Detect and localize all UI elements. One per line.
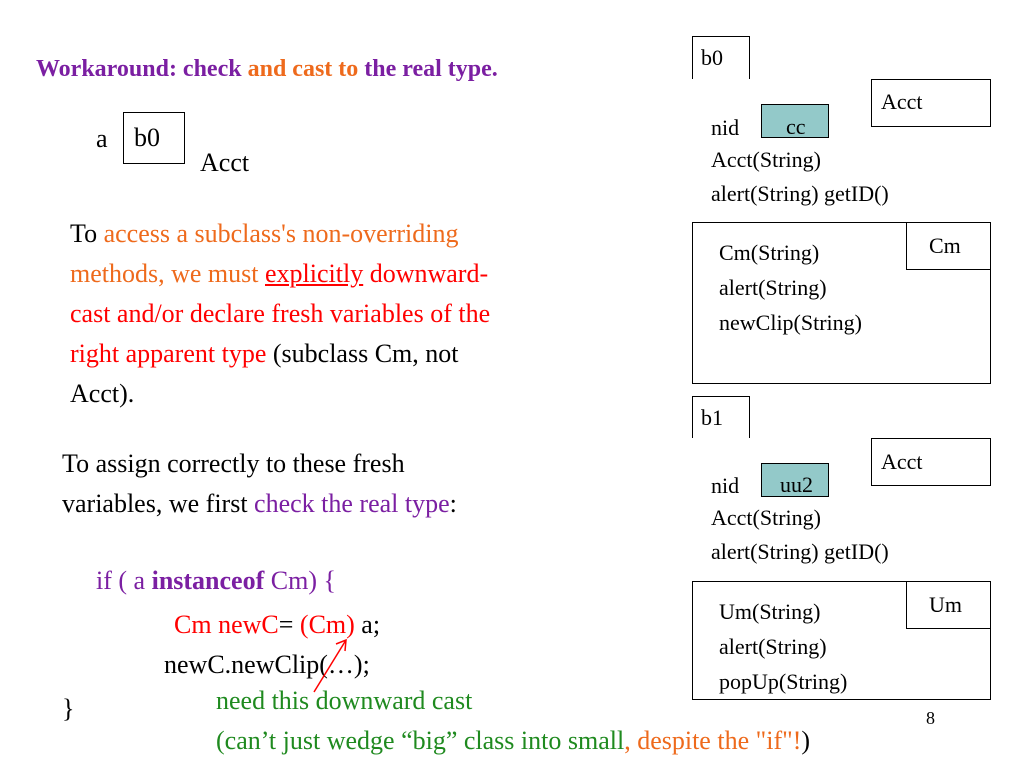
object-b1-field-value: uu2	[780, 472, 813, 497]
code-line-1	[96, 566, 336, 596]
object-b0-sub-tag	[906, 222, 991, 270]
object-b1-sub-tag	[906, 581, 991, 629]
para1-red: right apparent type	[70, 339, 267, 368]
code-line-4: }	[62, 694, 75, 723]
variable-name: a	[96, 124, 108, 153]
object-b0-field-box	[761, 104, 829, 138]
para2-line-2	[62, 484, 457, 524]
para2-highlight: check the real type	[254, 489, 450, 518]
para1-line-4	[70, 334, 490, 374]
para1-line-3: cast and/or declare fresh variables of the	[70, 299, 491, 328]
object-b1-sub-name: Um	[929, 592, 962, 617]
object-b0-sub-method: newClip(String)	[719, 310, 862, 335]
object-b1	[692, 438, 991, 700]
paragraph-1	[70, 214, 490, 414]
code-keyword: if ( a	[96, 566, 152, 595]
code-instanceof: instanceof	[151, 566, 265, 595]
object-b1-sub-method: Um(String)	[719, 599, 821, 624]
title-part-1: Workaround: check	[36, 56, 248, 82]
object-b1-method: alert(String) getID()	[711, 539, 889, 564]
page-number: 8	[926, 708, 935, 728]
title-part-3: the real type.	[364, 56, 498, 82]
object-b0-method: Acct(String)	[711, 147, 821, 172]
object-b1-super-name: Acct	[881, 448, 923, 474]
object-b0-super-tag	[871, 79, 991, 127]
object-b0-super-name: Acct	[881, 88, 923, 114]
para1-line-2	[70, 254, 490, 294]
code-assign: =	[278, 610, 300, 639]
object-b1-sub-method: alert(String)	[719, 634, 827, 659]
code-cast: (Cm)	[299, 610, 355, 639]
note-orange: , despite the "if"!	[624, 726, 802, 755]
para2-text: :	[449, 489, 457, 518]
object-b1-label-tab	[692, 396, 750, 440]
object-b1-name: b1	[701, 405, 723, 430]
object-b0	[692, 79, 991, 384]
object-b0-label-tab	[692, 36, 750, 80]
object-b1-field-name: nid	[711, 473, 740, 498]
para1-red: downward-	[363, 259, 489, 288]
note-line-1: need this downward cast	[216, 686, 473, 715]
object-b0-field-name: nid	[711, 115, 740, 140]
code-var: a;	[354, 610, 381, 639]
para1-text: (subclass Cm, not	[266, 339, 459, 368]
note-line-2	[216, 726, 810, 756]
object-b0-sub-method: Cm(String)	[719, 240, 820, 265]
para1-explicitly	[265, 259, 363, 288]
note-paren: )	[801, 726, 811, 755]
para1-text: To	[70, 219, 104, 248]
code-keyword: Cm) {	[264, 566, 336, 595]
para1-line-1	[70, 214, 490, 254]
object-b1-field-box	[761, 463, 829, 497]
object-b1-super-tag	[871, 438, 991, 486]
variable-value: b0	[134, 123, 160, 152]
code-decl: Cm newC	[174, 610, 279, 639]
para1-line-5: Acct).	[70, 379, 135, 408]
object-b1-method: Acct(String)	[711, 505, 821, 530]
object-b0-field-value: cc	[786, 114, 806, 139]
object-b1-sub-method: popUp(String)	[719, 669, 848, 694]
title-part-2: and cast to	[247, 56, 365, 82]
object-b0-sub-method: alert(String)	[719, 275, 827, 300]
object-b0-sub-name: Cm	[929, 233, 961, 258]
para1-highlight: methods, we must	[70, 259, 265, 288]
note-green: (can’t just wedge “big” class into small	[216, 726, 625, 755]
para1-highlight: access a subclass's non-overriding	[103, 219, 459, 248]
code-line-3: newC.newClip(…);	[164, 650, 370, 679]
variable-box	[123, 112, 185, 164]
para1-underline: explicitly	[265, 259, 364, 288]
para2-line-1: To assign correctly to these fresh	[62, 449, 405, 478]
object-b0-name: b0	[701, 45, 723, 70]
para2-text: variables, we first	[62, 489, 255, 518]
slide-title	[36, 56, 498, 83]
paragraph-2	[62, 444, 457, 524]
object-b0-method: alert(String) getID()	[711, 181, 889, 206]
variable-type: Acct	[200, 148, 250, 177]
